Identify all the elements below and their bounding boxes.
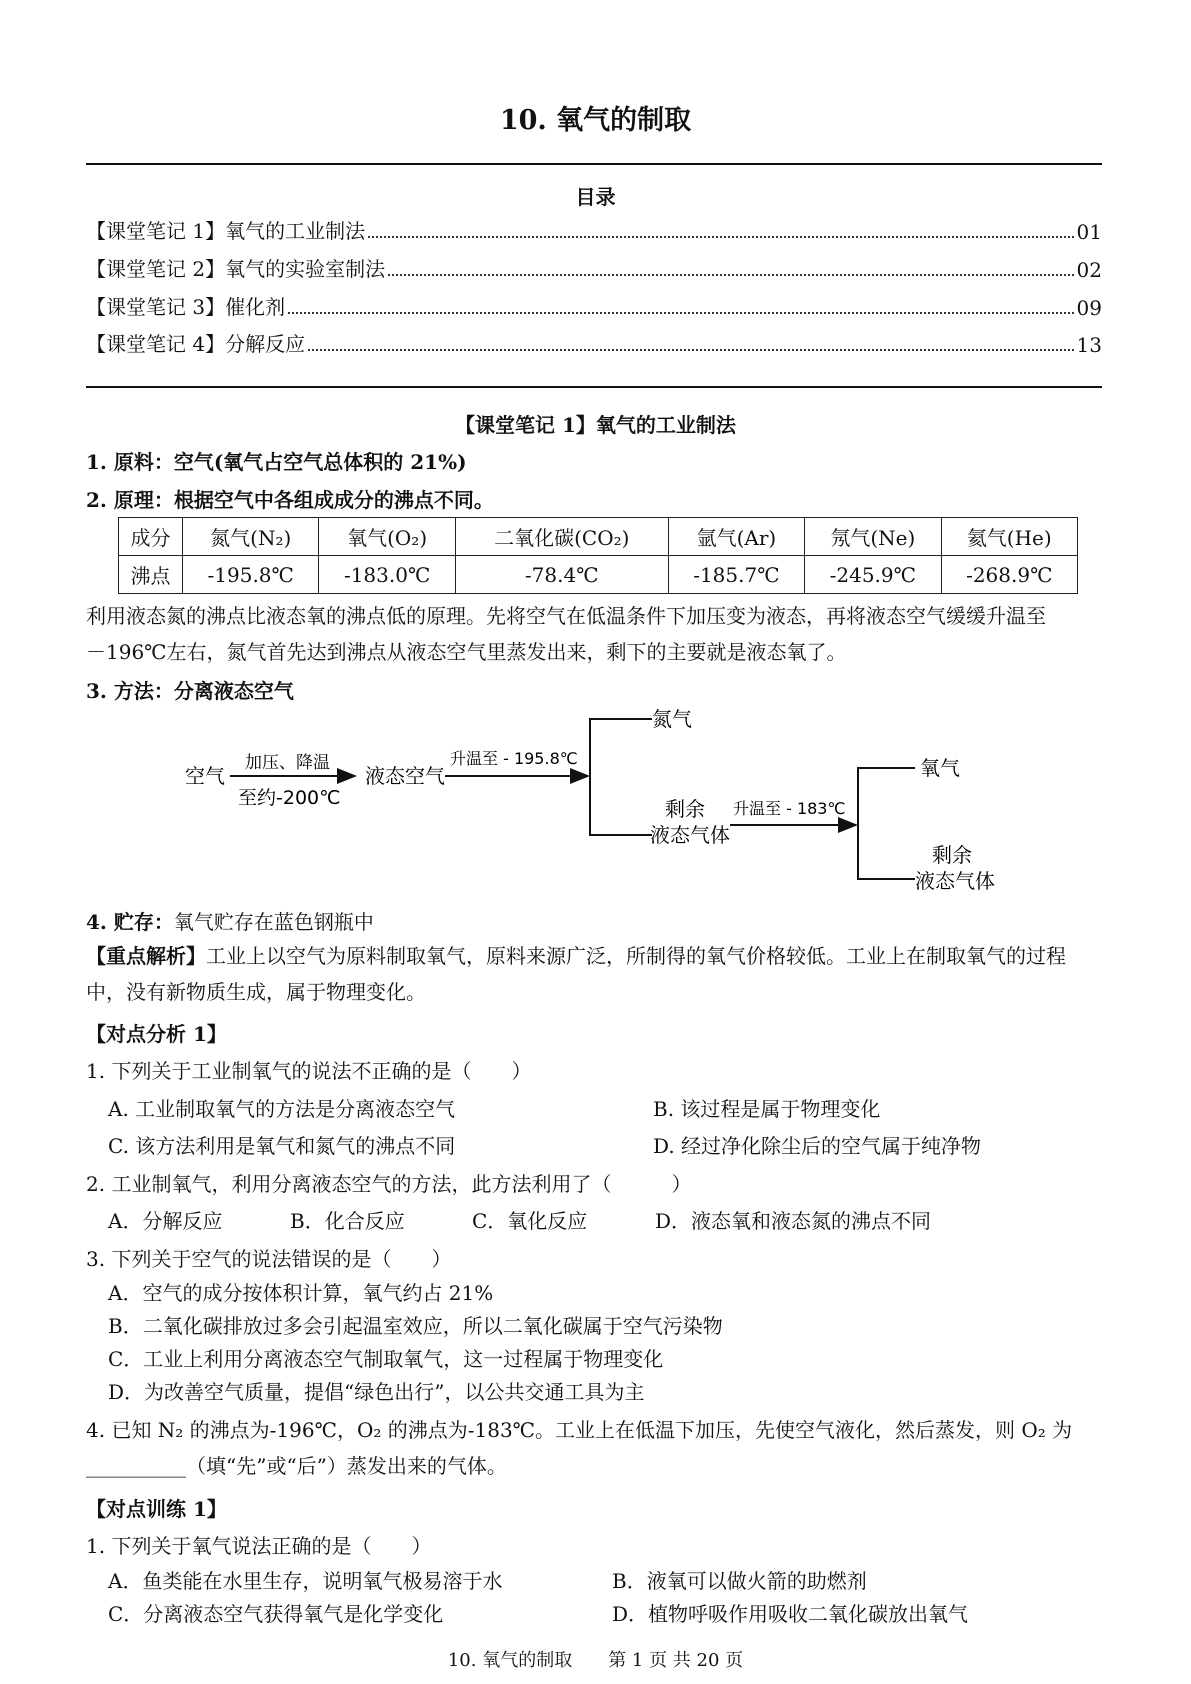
toc-item-label: 【课堂笔记 1】氧气的工业制法 — [86, 219, 366, 243]
toc-item[interactable] — [86, 210, 1102, 244]
explanation-line: 利用液态氮的沸点比液态氧的沸点低的原理。先将空气在低温条件下加压变为液态，再将液态空气缓缓升温至 — [86, 604, 1046, 628]
toc-leader — [308, 349, 1073, 351]
question-4-blank[interactable]: __________（填“先”或“后”）蒸发出来的气体。 — [86, 1454, 507, 1478]
option-d[interactable]: D．植物呼吸作用吸收二氧化碳放出氧气 — [612, 1602, 969, 1626]
diagram-step1-bottom: 至约-200℃ — [238, 787, 341, 809]
boiling-point-table — [118, 517, 1078, 594]
table-cell: 氖气(Ne) — [805, 518, 941, 556]
toc-item-page: 13 — [1076, 333, 1102, 357]
diagram-nitrogen: 氮气 — [652, 707, 692, 731]
toc-heading: 目录 — [575, 185, 616, 209]
option-d[interactable]: D．为改善空气质量，提倡“绿色出行”，以公共交通工具为主 — [108, 1380, 645, 1404]
option-b[interactable]: B. 该过程是属于物理变化 — [653, 1097, 881, 1121]
key-analysis-line: 中，没有新物质生成，属于物理变化。 — [86, 980, 426, 1004]
option-c[interactable]: C．分离液态空气获得氧气是化学变化 — [108, 1602, 444, 1626]
diagram-step1-top: 加压、降温 — [245, 753, 330, 773]
storage-text: 氧气贮存在蓝色钢瓶中 — [173, 910, 374, 934]
training-heading: 【对点训练 1】 — [86, 1497, 227, 1521]
option-c[interactable]: C．氧化反应 — [472, 1209, 588, 1233]
divider-top — [86, 163, 1102, 165]
diagram-step2: 升温至 - 195.8℃ — [450, 749, 578, 768]
table-cell: 氮气(N₂) — [183, 518, 319, 556]
page-title: 10. 氧气的制取 — [499, 105, 692, 136]
table-row — [119, 518, 1078, 556]
toc-item-label: 【课堂笔记 4】分解反应 — [86, 332, 306, 356]
diagram-remain2-b: 液态气体 — [915, 869, 995, 893]
toc-item-label: 【课堂笔记 3】催化剂 — [86, 295, 286, 319]
option-a[interactable]: A．分解反应 — [108, 1209, 223, 1233]
explanation-line: －196℃左右，氮气首先达到沸点从液态空气里蒸发出来，剩下的主要就是液态氧了。 — [86, 640, 847, 664]
option-c[interactable]: C. 该方法利用是氧气和氮气的沸点不同 — [108, 1134, 456, 1158]
diagram-remain1-b: 液态气体 — [650, 823, 730, 847]
option-d[interactable]: D．液态氧和液态氮的沸点不同 — [655, 1209, 932, 1233]
table-cell: -195.8℃ — [183, 556, 319, 594]
diagram-remain1-a: 剩余 — [665, 797, 705, 821]
storage-label: 4. 贮存： — [86, 910, 174, 934]
toc-item-page: 09 — [1076, 296, 1102, 320]
method: 3. 方法：分离液态空气 — [86, 679, 294, 703]
option-b[interactable]: B．液氧可以做火箭的助燃剂 — [612, 1569, 867, 1593]
question-3: 3. 下列关于空气的说法错误的是（ ） — [86, 1247, 452, 1271]
key-analysis-label: 【重点解析】 — [86, 944, 206, 968]
toc-leader — [388, 274, 1073, 276]
table-cell: -268.9℃ — [941, 556, 1077, 594]
table-cell: -245.9℃ — [805, 556, 941, 594]
option-c[interactable]: C．工业上利用分离液态空气制取氧气，这一过程属于物理变化 — [108, 1347, 664, 1371]
table-row — [119, 556, 1078, 594]
table-cell: -78.4℃ — [455, 556, 668, 594]
key-analysis-line: 工业上以空气为原料制取氧气，原料来源广泛，所制得的氧气价格较低。工业上在制取氧气的过程 — [206, 944, 1066, 968]
branch-1 — [590, 719, 652, 835]
explanation — [86, 598, 1106, 670]
branch-2 — [858, 768, 915, 879]
page-footer: 10. 氧气的制取 第 1 页 共 20 页 — [447, 1650, 744, 1671]
option-a[interactable]: A. 工业制取氧气的方法是分离液态空气 — [108, 1097, 456, 1121]
table-cell: 氩气(Ar) — [668, 518, 804, 556]
option-a[interactable]: A．空气的成分按体积计算，氧气约占 21% — [108, 1281, 494, 1305]
table-cell: 成分 — [119, 518, 183, 556]
option-b[interactable]: B．二氧化碳排放过多会引起温室效应，所以二氧化碳属于空气污染物 — [108, 1314, 723, 1338]
analysis-heading: 【对点分析 1】 — [86, 1022, 227, 1046]
option-b[interactable]: B．化合反应 — [290, 1209, 405, 1233]
section-title: 【课堂笔记 1】氧气的工业制法 — [455, 413, 736, 437]
table-cell: 沸点 — [119, 556, 183, 594]
separation-diagram — [170, 700, 1050, 900]
toc-item-label: 【课堂笔记 2】氧气的实验室制法 — [86, 257, 386, 281]
toc-item-page: 01 — [1076, 220, 1102, 244]
option-d[interactable]: D. 经过净化除尘后的空气属于纯净物 — [653, 1134, 982, 1158]
table-cell: -185.7℃ — [668, 556, 804, 594]
key-analysis — [86, 938, 1106, 1010]
table-cell: 二氧化碳(CO₂) — [455, 518, 668, 556]
toc-item-page: 02 — [1076, 258, 1102, 282]
diagram-air: 空气 — [185, 764, 225, 788]
raw-material: 1. 原料：空气(氧气占空气总体积的 21%) — [86, 450, 467, 474]
toc-item[interactable] — [86, 286, 1102, 320]
table-cell: 氦气(He) — [941, 518, 1077, 556]
toc-leader — [368, 236, 1073, 238]
table-cell: -183.0℃ — [319, 556, 455, 594]
divider-bottom — [86, 386, 1102, 388]
table-cell: 氧气(O₂) — [319, 518, 455, 556]
toc-leader — [288, 312, 1073, 314]
question-1: 1. 下列关于氧气说法正确的是（ ） — [86, 1534, 432, 1558]
diagram-step3: 升温至 - 183℃ — [733, 799, 846, 818]
principle: 2. 原理：根据空气中各组成成分的沸点不同。 — [86, 488, 494, 512]
toc-item[interactable] — [86, 248, 1102, 282]
diagram-remain2-a: 剩余 — [932, 843, 972, 867]
question-4: 4. 已知 N₂ 的沸点为-196℃，O₂ 的沸点为-183℃。工业上在低温下加压，先使空气液化，然后蒸发，则 O₂ 为 — [86, 1418, 1073, 1442]
question-1: 1. 下列关于工业制氧气的说法不正确的是（ ） — [86, 1059, 532, 1083]
storage — [86, 906, 374, 935]
toc-item[interactable] — [86, 323, 1102, 357]
diagram-liquid-air: 液态空气 — [365, 764, 445, 788]
option-a[interactable]: A．鱼类能在水里生存，说明氧气极易溶于水 — [108, 1569, 503, 1593]
question-2: 2. 工业制氧气，利用分离液态空气的方法，此方法利用了（ ） — [86, 1172, 692, 1196]
diagram-oxygen: 氧气 — [920, 756, 960, 780]
